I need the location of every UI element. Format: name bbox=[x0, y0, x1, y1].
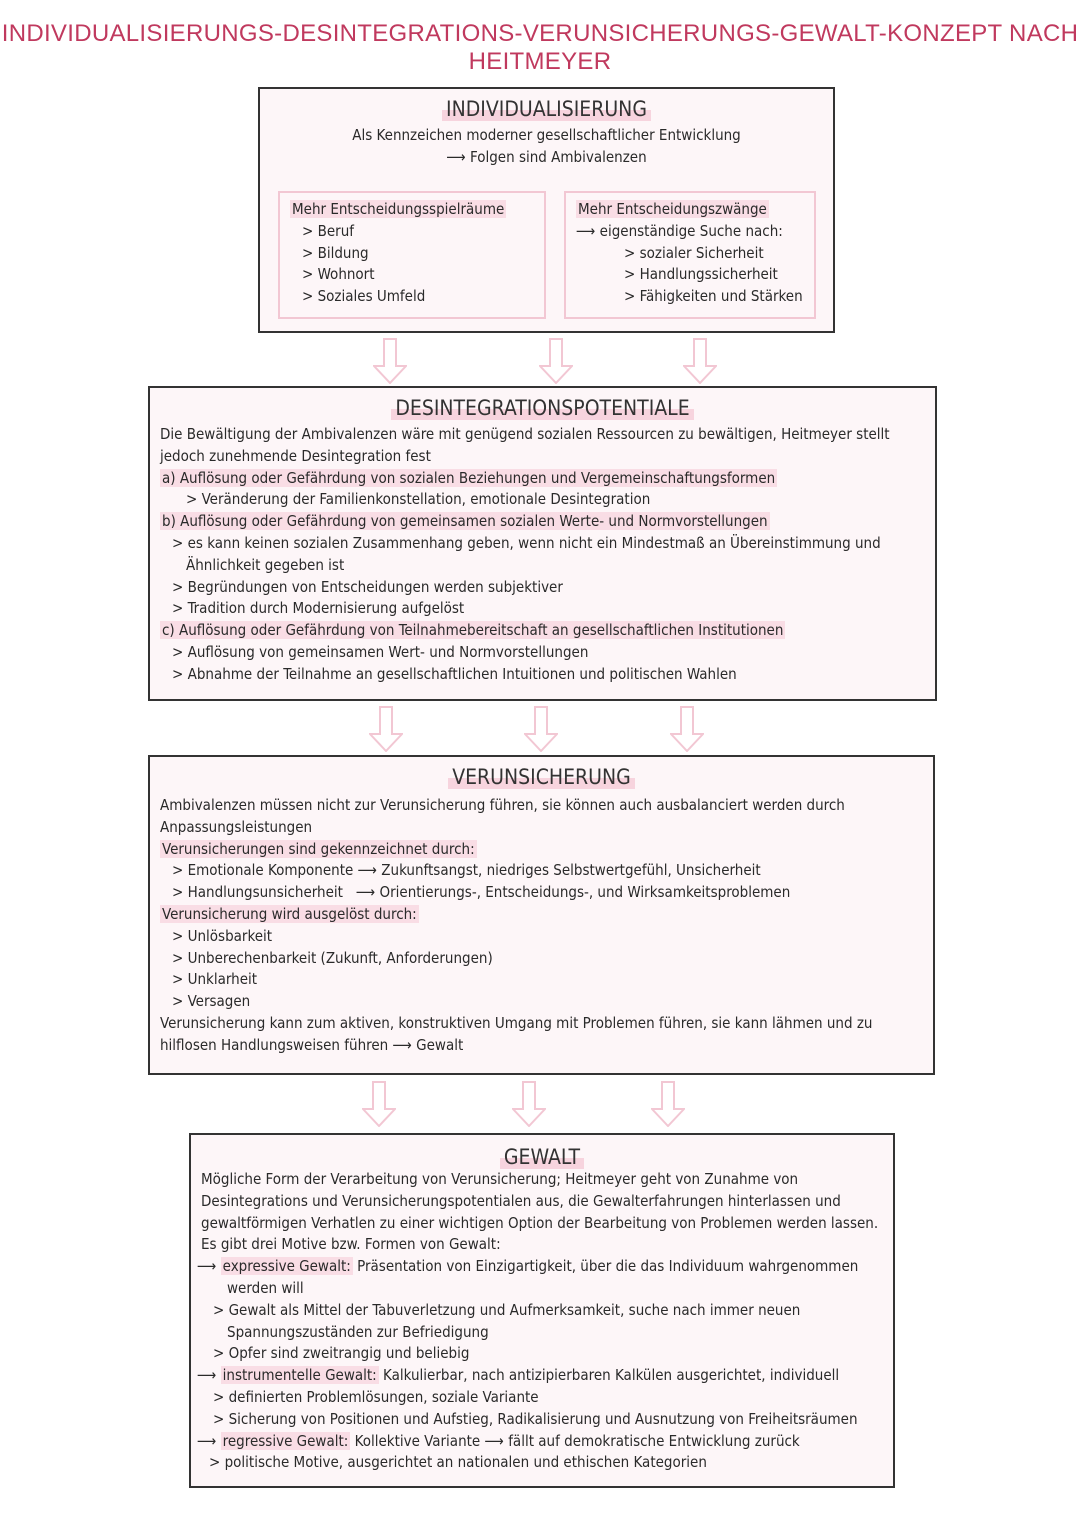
arrow-right-icon: ⟶ bbox=[197, 1366, 217, 1385]
gewalt-box bbox=[189, 1133, 895, 1488]
arrow-right-icon: ⟶ bbox=[484, 1431, 504, 1450]
list-item: > definierten Problemlösungen, soziale Variante bbox=[213, 1387, 539, 1406]
entscheidungsspielraeume-box bbox=[278, 191, 546, 319]
list-item: > Unlösbarkeit bbox=[172, 926, 273, 945]
list-item: > Begründungen von Entscheidungen werden subjektiver bbox=[172, 577, 563, 596]
down-arrow-icon bbox=[373, 338, 407, 384]
list-item: > Unberechenbarkeit (Zukunft, Anforderungen) bbox=[172, 948, 493, 967]
list-item: > Versagen bbox=[172, 992, 251, 1011]
arrow-right-icon: ⟶ bbox=[392, 1035, 412, 1054]
point-a: a) Auflösung oder Gefährdung von sozialen Beziehungen und Vergemeinschaftungsformen bbox=[162, 468, 776, 487]
entscheidungsspielraeume-heading: Mehr Entscheidungsspielräume bbox=[292, 200, 505, 218]
desintegration-box bbox=[148, 386, 937, 701]
list-item: > Handlungssicherheit bbox=[624, 265, 778, 284]
regressive-gewalt: ⟶ regressive Gewalt: Kollektive Variante ⟶ fällt auf demokratische Entwicklung zurück bbox=[197, 1431, 800, 1450]
list-item: Spannungszuständen zur Befriedigung bbox=[227, 1322, 489, 1341]
gewalt-paragraph: Es gibt drei Motive bzw. Formen von Gewalt: bbox=[201, 1235, 501, 1254]
arrow-right-icon: ⟶ bbox=[197, 1257, 217, 1276]
list-item: > sozialer Sicherheit bbox=[624, 243, 764, 262]
verunsicherung-gekennzeichnet: Verunsicherungen sind gekennzeichnet durch: bbox=[162, 839, 475, 858]
verunsicherung-intro-2: Anpassungsleistungen bbox=[160, 817, 313, 836]
list-item: Ähnlichkeit gegeben ist bbox=[186, 555, 345, 574]
list-item: > Beruf bbox=[302, 221, 355, 240]
point-c: c) Auflösung oder Gefährdung von Teilnahmebereitschaft an gesellschaftlichen Institutionen bbox=[162, 621, 784, 640]
individualisierung-intro2: ⟶ Folgen sind Ambivalenzen bbox=[446, 147, 647, 166]
verunsicherung-conclusion: Verunsicherung kann zum aktiven, konstruktiven Umgang mit Problemen führen, sie kann lähmen und zu bbox=[160, 1013, 873, 1032]
entscheidungszwaenge-heading: Mehr Entscheidungszwänge bbox=[578, 200, 767, 218]
list-item: > Emotionale Komponente ⟶ Zukunftsangst, niedriges Selbstwertgefühl, Unsicherheit bbox=[172, 861, 761, 880]
arrow-right-icon: ⟶ bbox=[197, 1431, 217, 1450]
down-arrow-icon bbox=[683, 338, 717, 384]
desintegration-intro-2: jedoch zunehmende Desintegration fest bbox=[160, 446, 431, 465]
instrumentelle-gewalt: ⟶ instrumentelle Gewalt: Kalkulierbar, nach antizipierbaren Kalkülen ausgerichtet, individuell bbox=[197, 1366, 840, 1385]
list-item: > Auflösung von gemeinsamen Wert- und Normvorstellungen bbox=[172, 642, 589, 661]
verunsicherung-conclusion-2: hilflosen Handlungsweisen führen ⟶ Gewalt bbox=[160, 1035, 464, 1054]
gewalt-paragraph: gewaltförmigen Verhatlen zu einer wichtigen Option der Bearbeitung von Problemen werden lassen. bbox=[201, 1213, 879, 1232]
list-item: > es kann keinen sozialen Zusammenhang geben, wenn nicht ein Mindestmaß an Übereinstimmung und bbox=[172, 533, 881, 552]
entscheidungszwaenge-box bbox=[564, 191, 816, 319]
individualisierung-heading: INDIVIDUALISIERUNG bbox=[260, 97, 833, 121]
list-item: > Opfer sind zweitrangig und beliebig bbox=[213, 1344, 470, 1363]
verunsicherung-heading: VERUNSICHERUNG bbox=[150, 765, 933, 789]
list-item: > politische Motive, ausgerichtet an nationalen und ethischen Kategorien bbox=[209, 1453, 707, 1472]
gewalt-heading: GEWALT bbox=[191, 1145, 893, 1169]
list-item: > Veränderung der Familienkonstellation, emotionale Desintegration bbox=[186, 490, 651, 509]
list-item: > Bildung bbox=[302, 243, 369, 262]
down-arrow-icon bbox=[670, 706, 704, 752]
list-item: > Soziales Umfeld bbox=[302, 287, 426, 306]
expressive-gewalt: ⟶ expressive Gewalt: Präsentation von Einzigartigkeit, über die das Individuum wahrgenommen bbox=[197, 1257, 859, 1276]
list-item: > Gewalt als Mittel der Tabuverletzung und Aufmerksamkeit, suche nach immer neuen bbox=[213, 1300, 801, 1319]
page-title: INDIVIDUALISIERUNGS-DESINTEGRATIONS-VERUNSICHERUNGS-GEWALT-KONZEPT NACH HEITMEYER bbox=[1, 20, 1079, 75]
gewalt-paragraph: Desintegrations und Verunsicherungspotentialen aus, die Gewalterfahrungen hinterlassen und bbox=[201, 1191, 841, 1210]
list-item: werden will bbox=[227, 1278, 304, 1297]
entscheidungszwaenge-sub: ⟶ eigenständige Suche nach: bbox=[576, 221, 783, 240]
list-item: > Fähigkeiten und Stärken bbox=[624, 287, 803, 306]
list-item: > Unklarheit bbox=[172, 970, 258, 989]
down-arrow-icon bbox=[539, 338, 573, 384]
arrow-right-icon: ⟶ bbox=[446, 147, 466, 166]
desintegration-heading: DESINTEGRATIONSPOTENTIALE bbox=[150, 396, 935, 420]
down-arrow-icon bbox=[651, 1081, 685, 1127]
gewalt-paragraph: Mögliche Form der Verarbeitung von Verunsicherung; Heitmeyer geht von Zunahme von bbox=[201, 1170, 799, 1188]
down-arrow-icon bbox=[524, 706, 558, 752]
arrow-right-icon: ⟶ bbox=[576, 221, 596, 240]
down-arrow-icon bbox=[369, 706, 403, 752]
arrow-right-icon: ⟶ bbox=[355, 883, 376, 902]
desintegration-intro: Die Bewältigung der Ambivalenzen wäre mit genügend sozialen Ressourcen zu bewältigen, Heitmeyer stellt bbox=[160, 425, 890, 443]
verunsicherung-intro: Ambivalenzen müssen nicht zur Verunsicherung führen, sie können auch ausbalanciert werden durch bbox=[160, 796, 845, 814]
list-item: > Wohnort bbox=[302, 265, 375, 284]
arrow-right-icon: ⟶ bbox=[357, 861, 377, 880]
verunsicherung-ausgeloest: Verunsicherung wird ausgelöst durch: bbox=[162, 904, 417, 923]
list-item: > Sicherung von Positionen und Aufstieg, Radikalisierung und Ausnutzung von Freiheitsräumen bbox=[213, 1409, 858, 1428]
verunsicherung-box bbox=[148, 755, 935, 1075]
individualisierung-box bbox=[258, 87, 835, 333]
down-arrow-icon bbox=[362, 1081, 396, 1127]
point-b: b) Auflösung oder Gefährdung von gemeinsamen sozialen Werte- und Normvorstellungen bbox=[162, 512, 768, 531]
list-item: > Abnahme der Teilnahme an gesellschaftlichen Intuitionen und politischen Wahlen bbox=[172, 664, 737, 683]
list-item: > Handlungsunsicherheit ⟶ Orientierungs-, Entscheidungs-, und Wirksamkeitsproblemen bbox=[172, 883, 791, 902]
down-arrow-icon bbox=[512, 1081, 546, 1127]
list-item: > Tradition durch Modernisierung aufgelöst bbox=[172, 599, 465, 618]
individualisierung-intro: Als Kennzeichen moderner gesellschaftlicher Entwicklung bbox=[352, 126, 741, 144]
